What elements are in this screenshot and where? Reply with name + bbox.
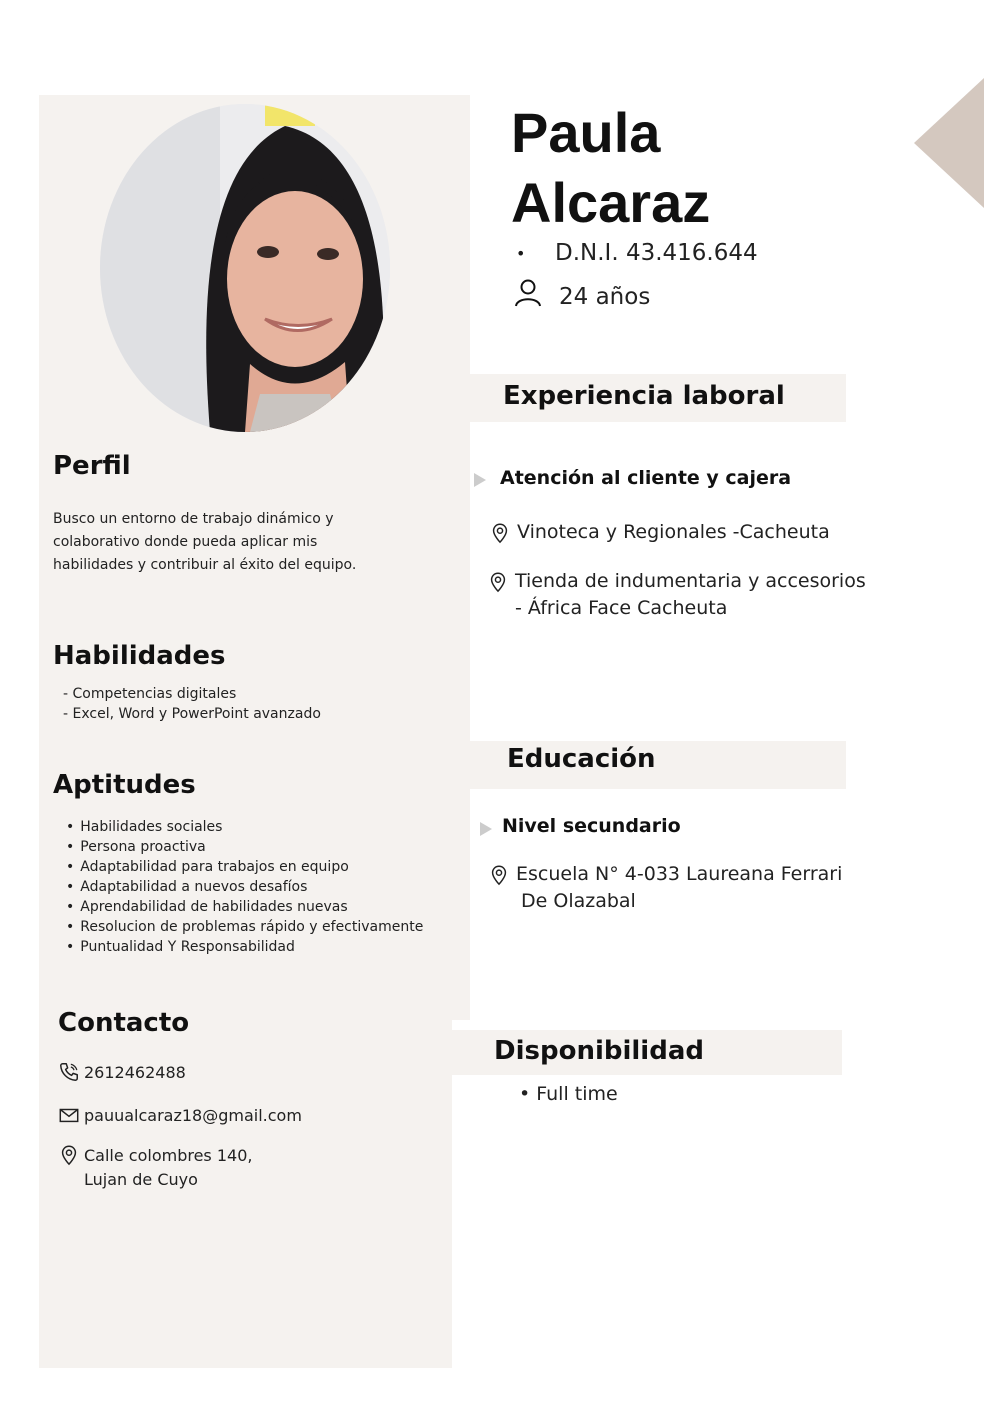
experiencia-place <box>489 519 830 546</box>
full-name <box>511 98 710 238</box>
place-name <box>515 568 866 622</box>
address-line-2: Lujan de Cuyo <box>84 1170 198 1189</box>
habilidades-list <box>63 685 321 724</box>
contact-email <box>58 1104 302 1128</box>
contact-address <box>58 1144 252 1192</box>
first-name: Paula <box>511 101 661 164</box>
location-pin-icon <box>58 1144 80 1166</box>
experiencia-heading: Experiencia laboral <box>503 381 785 411</box>
school-name <box>516 861 842 915</box>
aptitudes-heading: Aptitudes <box>53 770 196 800</box>
list-item: - Excel, Word y PowerPoint avanzado <box>63 705 321 722</box>
location-pin-icon <box>488 863 510 887</box>
phone-number: 2612462488 <box>84 1063 186 1082</box>
school-line-1: Escuela N° 4-033 Laureana Ferrari <box>516 863 843 885</box>
aptitudes-list <box>66 817 423 957</box>
perfil-heading: Perfil <box>53 451 131 481</box>
address-line-1: Calle colombres 140, <box>84 1146 253 1165</box>
location-pin-icon <box>489 521 511 545</box>
dni-number: D.N.I. 43.416.644 <box>555 240 758 266</box>
person-icon <box>513 278 543 308</box>
contact-phone <box>58 1061 186 1085</box>
address <box>84 1144 252 1192</box>
list-item: • Resolucion de problemas rápido y efectivamente <box>66 917 423 937</box>
contacto-heading: Contacto <box>58 1008 190 1038</box>
list-item: • Adaptabilidad para trabajos en equipo <box>66 857 423 877</box>
list-item: • Adaptabilidad a nuevos desafíos <box>66 877 423 897</box>
age: 24 años <box>559 284 651 310</box>
disponibilidad-item: • Full time <box>519 1083 618 1105</box>
educacion-school <box>488 861 842 915</box>
disponibilidad-heading: Disponibilidad <box>494 1036 704 1066</box>
dni-bullet: • <box>516 244 526 263</box>
educacion-heading: Educación <box>507 744 656 774</box>
educacion-level: Nivel secundario <box>502 815 681 837</box>
phone-icon <box>58 1061 80 1083</box>
triangle-bullet-icon <box>480 822 492 836</box>
place-name: Vinoteca y Regionales -Cacheuta <box>517 521 830 543</box>
list-item: • Puntualidad Y Responsabilidad <box>66 937 423 957</box>
list-item: - Competencias digitales <box>63 686 237 702</box>
list-item: • Persona proactiva <box>66 837 423 857</box>
list-item: • Habilidades sociales <box>66 817 423 837</box>
triangle-bullet-icon <box>474 473 486 487</box>
list-item: • Aprendabilidad de habilidades nuevas <box>66 897 423 917</box>
profile-photo <box>100 104 390 432</box>
last-name: Alcaraz <box>511 171 711 234</box>
place-line-2: - África Face Cacheuta <box>515 597 728 619</box>
location-pin-icon <box>487 570 509 594</box>
habilidades-heading: Habilidades <box>53 641 226 671</box>
place-line-1: Tienda de indumentaria y accesorios <box>515 570 866 592</box>
envelope-icon <box>58 1104 80 1126</box>
corner-triangle-decoration <box>914 78 984 208</box>
perfil-text: Busco un entorno de trabajo dinámico y colaborativo donde pueda aplicar mis habilidades y contribuir al éxito del equipo. <box>53 511 357 573</box>
experiencia-place <box>487 568 866 622</box>
experiencia-role: Atención al cliente y cajera <box>500 467 792 489</box>
school-line-2: De Olazabal <box>521 890 636 912</box>
email-address: pauualcaraz18@gmail.com <box>84 1106 302 1125</box>
